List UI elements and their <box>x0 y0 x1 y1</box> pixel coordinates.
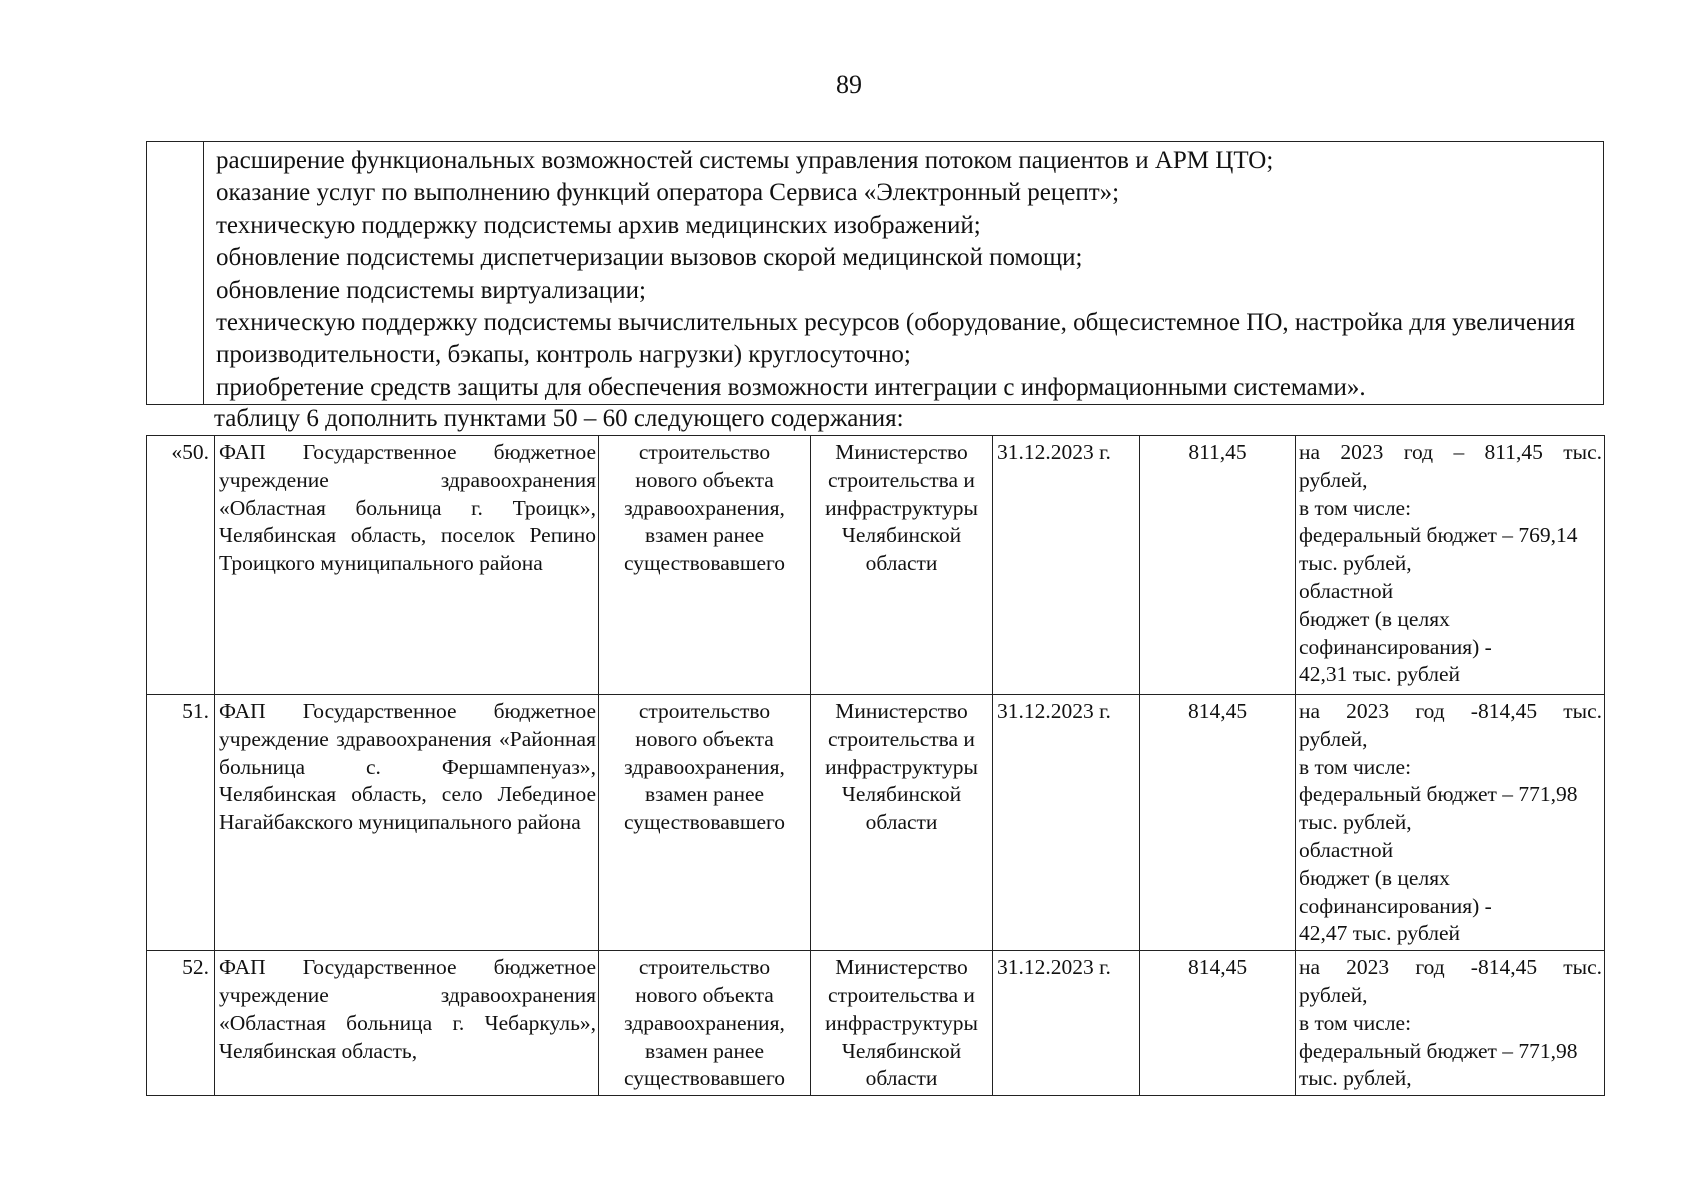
responsible-line: области <box>865 810 938 835</box>
financing-line: областной <box>1299 837 1394 862</box>
action-line: здравоохранения, <box>624 495 785 520</box>
amount-cell: 814,45 <box>1140 951 1296 1096</box>
financing-line: федеральный бюджет – 771,98 <box>1299 1038 1578 1063</box>
object-name: ФАП Государственное бюджетное учреждение здравоохранения «Областная больница г. Троицк», Челябинская область, поселок Репино Троицкого муниципального района <box>215 436 599 695</box>
action-line: существовавшего <box>623 810 786 835</box>
action-cell <box>599 951 811 1096</box>
action-line: строительство <box>638 440 771 464</box>
financing-line: на 2023 год -814,45 тыс. <box>1299 955 1602 980</box>
responsible-cell <box>811 695 993 951</box>
financing-line: тыс. рублей, <box>1299 551 1412 576</box>
responsible-cell <box>811 951 993 1096</box>
text-line: обновление подсистемы виртуализации; <box>216 276 646 304</box>
responsible-line: Челябинской <box>841 523 962 548</box>
financing-line: бюджет (в целях <box>1299 865 1450 890</box>
action-line: взамен ранее <box>644 1038 765 1063</box>
continued-table <box>146 141 1604 405</box>
action-line: нового объекта <box>635 726 774 751</box>
responsible-line: инфраструктуры <box>825 495 978 520</box>
table-row <box>147 695 1605 951</box>
object-name: ФАП Государственное бюджетное учреждение здравоохранения «Областная больница г. Чебаркуль», Челябинская область, <box>215 951 599 1096</box>
text-line: обновление подсистемы диспетчеризации вызовов скорой медицинской помощи; <box>216 244 1083 272</box>
row-number: 51. <box>147 695 215 951</box>
financing-line: софинансирования) - <box>1299 634 1492 659</box>
action-line: нового объекта <box>635 467 774 492</box>
responsible-line: области <box>865 551 938 576</box>
empty-number-cell <box>147 142 204 405</box>
action-cell <box>599 695 811 951</box>
amount-cell: 814,45 <box>1140 695 1296 951</box>
responsible-line: инфраструктуры <box>825 754 978 779</box>
financing-line: 42,31 тыс. рублей <box>1299 662 1460 687</box>
responsible-line: Министерство <box>835 955 968 980</box>
financing-line: рублей, <box>1299 726 1368 751</box>
object-name: ФАП Государственное бюджетное учреждение здравоохранения «Районная больница с. Фершампенуаз», Челябинская область, село Лебединое Нагайбакского муниципального района <box>215 695 599 951</box>
financing-line: рублей, <box>1299 467 1368 492</box>
action-line: строительство <box>638 699 771 723</box>
intro-paragraph: таблицу 6 дополнить пунктами 50 – 60 следующего содержания: <box>214 405 904 432</box>
deadline-cell: 31.12.2023 г. <box>993 951 1140 1096</box>
row-number: «50. <box>147 436 215 695</box>
financing-cell <box>1296 951 1605 1096</box>
financing-line: 42,47 тыс. рублей <box>1299 921 1460 946</box>
responsible-cell <box>811 436 993 695</box>
financing-line: тыс. рублей, <box>1299 810 1412 835</box>
action-line: взамен ранее <box>644 523 765 548</box>
financing-line: софинансирования) - <box>1299 893 1492 918</box>
financing-line: в том числе: <box>1299 1010 1412 1035</box>
action-line: здравоохранения, <box>624 1010 785 1035</box>
action-cell <box>599 436 811 695</box>
responsible-line: инфраструктуры <box>825 1010 978 1035</box>
financing-line: на 2023 год -814,45 тыс. <box>1299 699 1602 723</box>
responsible-line: Челябинской <box>841 782 962 807</box>
responsible-line: области <box>865 1066 938 1091</box>
amount-cell: 811,45 <box>1140 436 1296 695</box>
responsible-line: строительства и <box>828 982 975 1007</box>
action-line: взамен ранее <box>644 782 765 807</box>
responsible-line: строительства и <box>828 726 975 751</box>
text-line: приобретение средств защиты для обеспечения возможности интеграции с информационными системами». <box>216 373 1366 401</box>
table-6 <box>146 435 1605 1096</box>
action-line: существовавшего <box>623 1066 786 1091</box>
deadline-cell: 31.12.2023 г. <box>993 436 1140 695</box>
responsible-line: Министерство <box>835 699 968 723</box>
table-row <box>147 436 1605 695</box>
financing-cell <box>1296 695 1605 951</box>
text-line: техническую поддержку подсистемы вычислительных ресурсов (оборудование, общесистемное ПО, настройка для увеличения производительности, бэкапы, контроль нагрузки) круглосуточно; <box>216 309 1576 369</box>
financing-line: на 2023 год – 811,45 тыс. <box>1299 440 1602 464</box>
financing-cell <box>1296 436 1605 695</box>
row-number: 52. <box>147 951 215 1096</box>
text-line: техническую поддержку подсистемы архив медицинских изображений; <box>216 211 981 239</box>
text-line: оказание услуг по выполнению функций оператора Сервиса «Электронный рецепт»; <box>216 179 1120 207</box>
table-row <box>147 951 1605 1096</box>
financing-line: областной <box>1299 578 1394 603</box>
text-line: расширение функциональных возможностей системы управления потоком пациентов и АРМ ЦТО; <box>216 147 1274 174</box>
financing-line: бюджет (в целях <box>1299 606 1450 631</box>
action-line: здравоохранения, <box>624 754 785 779</box>
financing-line: федеральный бюджет – 769,14 <box>1299 523 1578 548</box>
responsible-line: строительства и <box>828 467 975 492</box>
action-line: существовавшего <box>623 551 786 576</box>
financing-line: тыс. рублей, <box>1299 1066 1412 1091</box>
action-line: строительство <box>638 955 771 980</box>
financing-line: в том числе: <box>1299 754 1412 779</box>
financing-line: рублей, <box>1299 982 1368 1007</box>
action-line: нового объекта <box>635 982 774 1007</box>
page-number: 89 <box>836 70 862 99</box>
deadline-cell: 31.12.2023 г. <box>993 695 1140 951</box>
continued-text-cell <box>204 142 1604 405</box>
financing-line: федеральный бюджет – 771,98 <box>1299 782 1578 807</box>
financing-line: в том числе: <box>1299 495 1412 520</box>
responsible-line: Челябинской <box>841 1038 962 1063</box>
responsible-line: Министерство <box>835 440 968 464</box>
